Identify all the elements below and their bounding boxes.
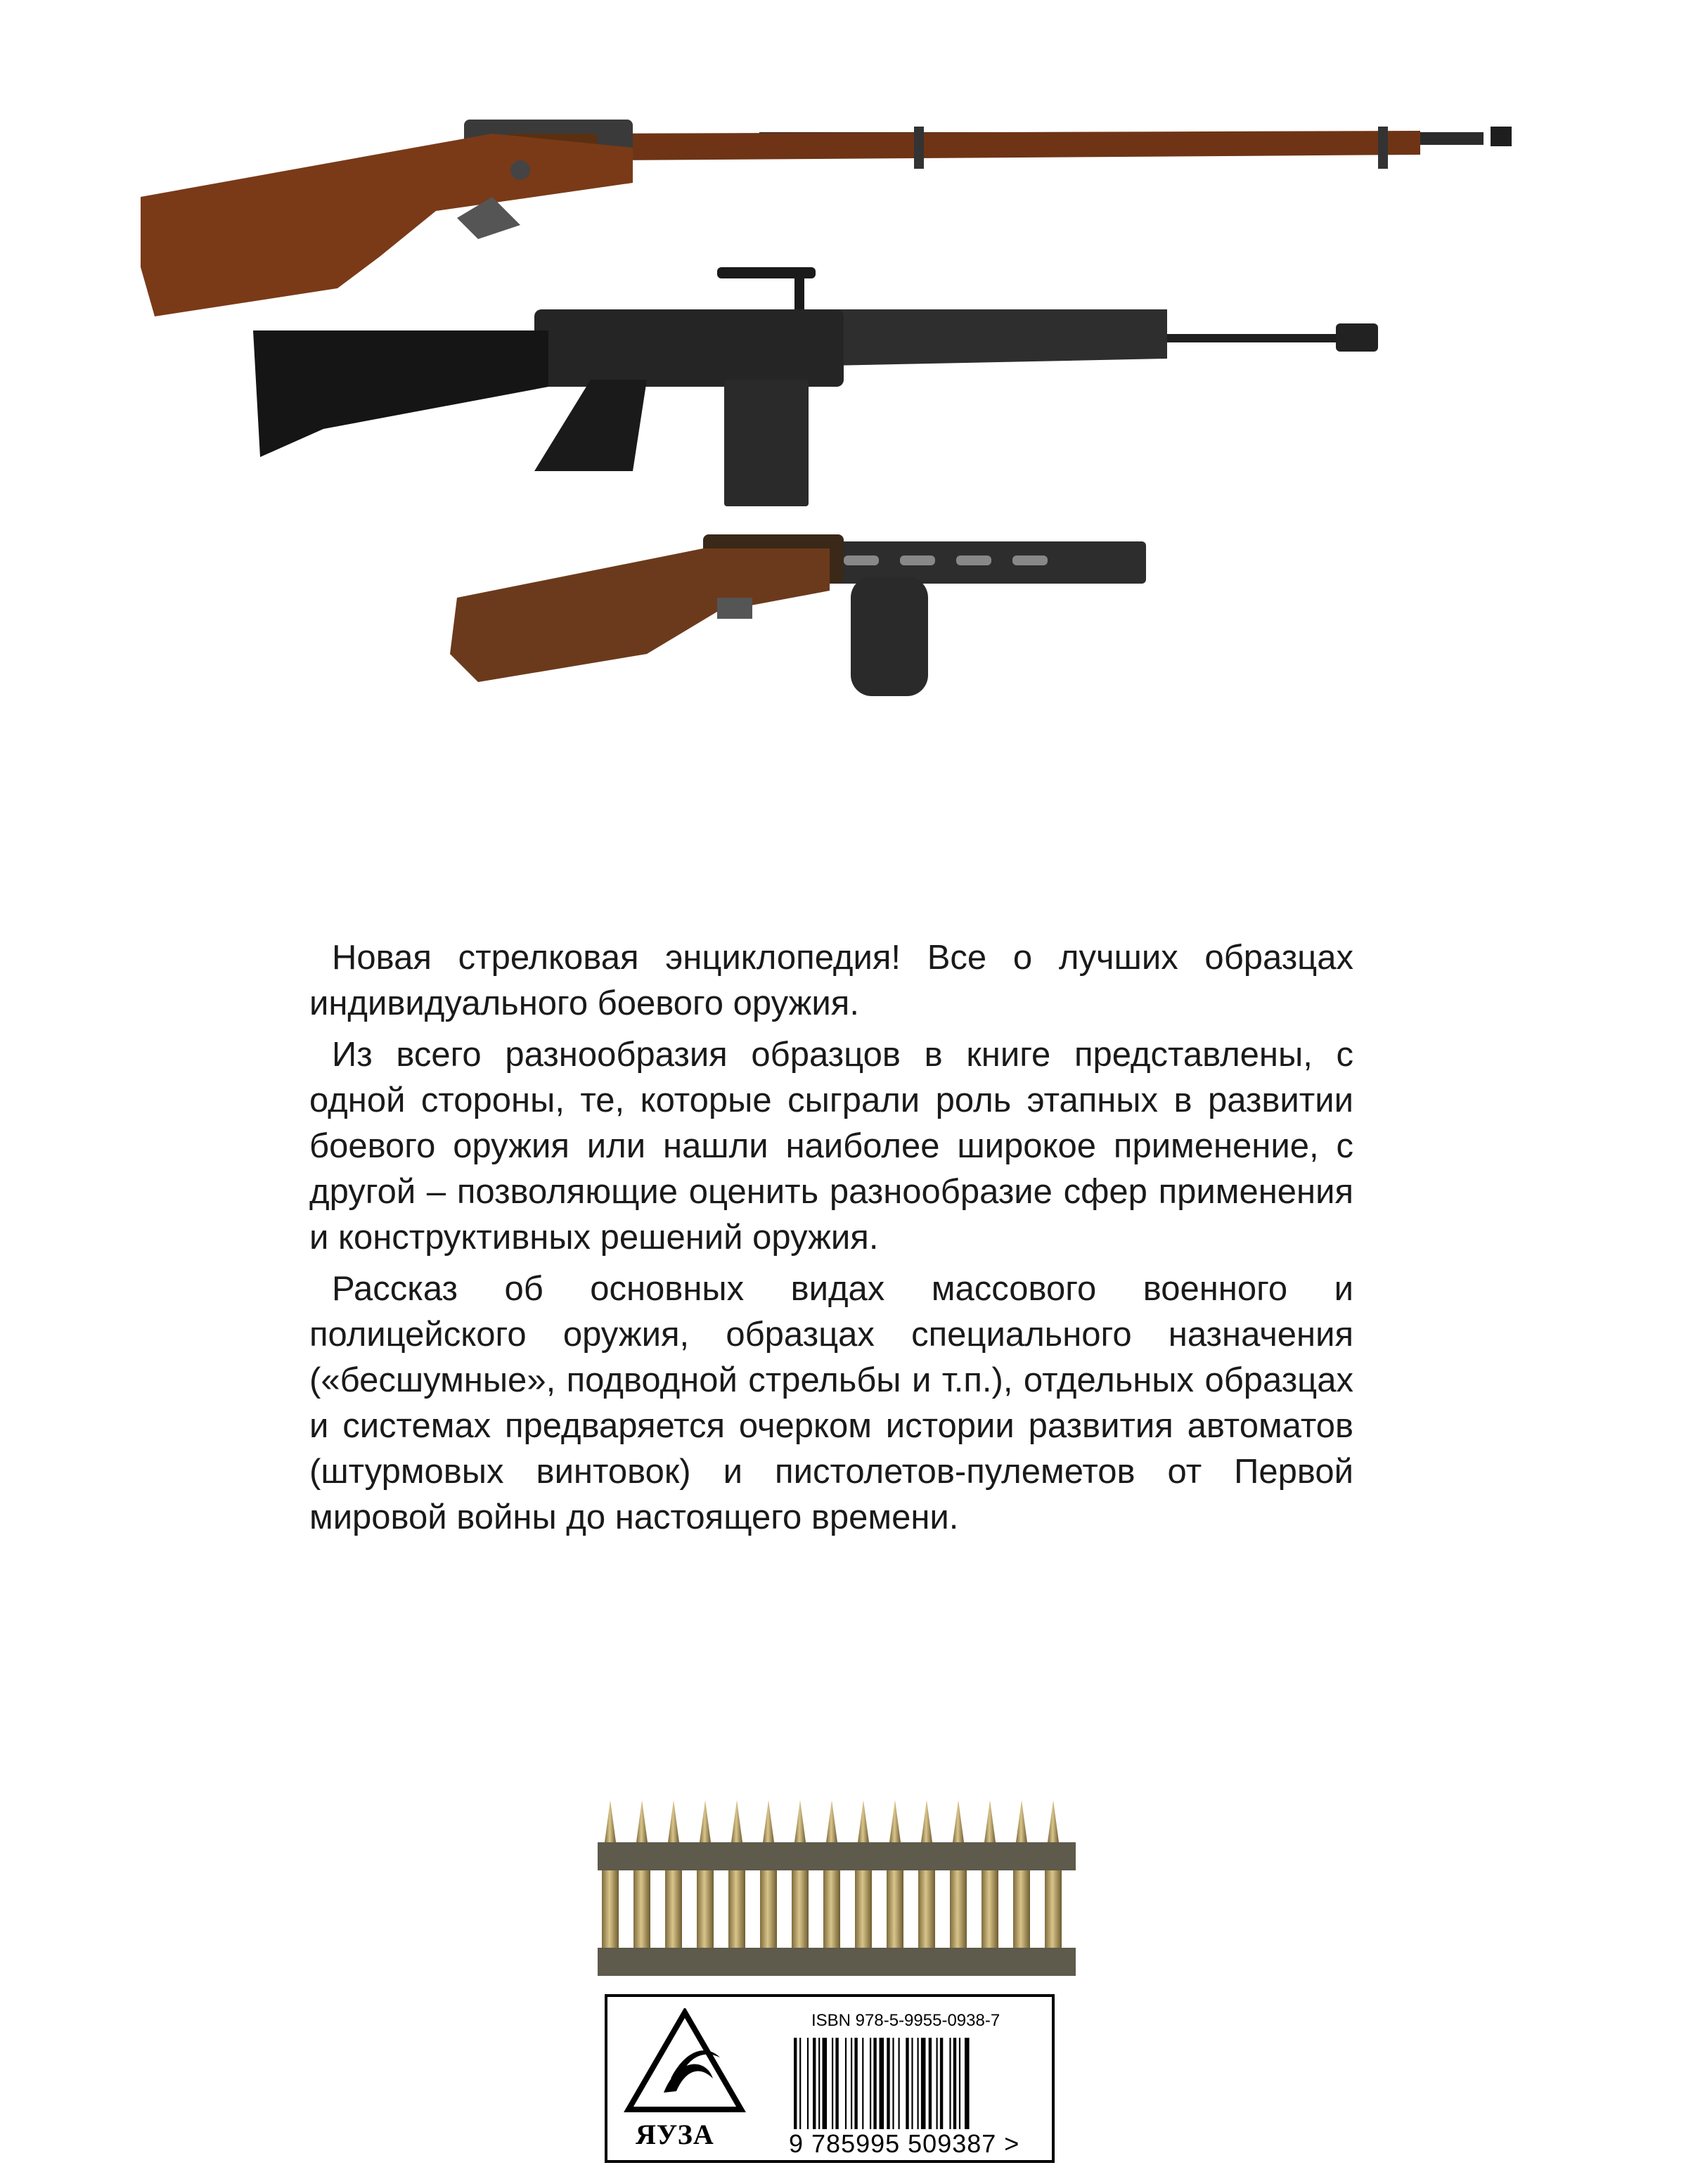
cartridge-bullet xyxy=(1016,1800,1027,1842)
barcode-icon xyxy=(794,2038,1033,2129)
cartridge-bullet xyxy=(953,1800,964,1842)
cartridge-bullet xyxy=(605,1800,616,1842)
publisher-name: ЯУЗА xyxy=(636,2119,714,2150)
battle-rifle-image xyxy=(239,253,1392,520)
cartridge-bullet xyxy=(921,1800,932,1842)
cartridge-bullet xyxy=(731,1800,742,1842)
description-paragraph: Рассказ об основных видах массового военного и полицейского оружия, образцах специального назначения («бесшумные», подводной стрельбы и т.п.), отдельных образцах и системах предваряется очерком истории развития автоматов (штурмовых винтовок) и пистолетов-пулеметов от Первой мировой войны до настоящего времени. xyxy=(309,1270,1353,1536)
cartridge-bullet xyxy=(1048,1800,1059,1842)
cartridge-bullet xyxy=(826,1800,837,1842)
submachine-gun-image xyxy=(436,520,1202,703)
publisher-logo-icon xyxy=(622,2008,748,2114)
cartridge-bullet xyxy=(668,1800,679,1842)
barcode-digits: 9 785995 509387 > xyxy=(789,2129,1020,2158)
ammunition-clip-image xyxy=(584,1786,1090,1990)
cartridge-bullet xyxy=(700,1800,711,1842)
back-cover-description xyxy=(309,935,1353,1546)
cartridge-bullet xyxy=(794,1800,806,1842)
barcode-panel xyxy=(605,1994,1055,2163)
cartridge-bullet xyxy=(763,1800,774,1842)
description-paragraph: Из всего разнообразия образцов в книге представлены, с одной стороны, те, которые сыграли роль этапных в развитии боевого оружия или нашли наиболее широкое применение, с другой – позволяющие оценить разнообразие сфер применения и конструктивных решений оружия. xyxy=(309,1036,1353,1257)
cartridge-bullet xyxy=(636,1800,648,1842)
cartridge-bullet xyxy=(889,1800,901,1842)
cartridge-bullet xyxy=(984,1800,996,1842)
description-paragraph: Новая стрелковая энциклопедия! Все о лучших образцах индивидуального боевого оружия. xyxy=(309,939,1353,1022)
isbn-label: ISBN 978-5-9955-0938-7 xyxy=(811,2011,1000,2030)
cartridge-bullet xyxy=(858,1800,869,1842)
